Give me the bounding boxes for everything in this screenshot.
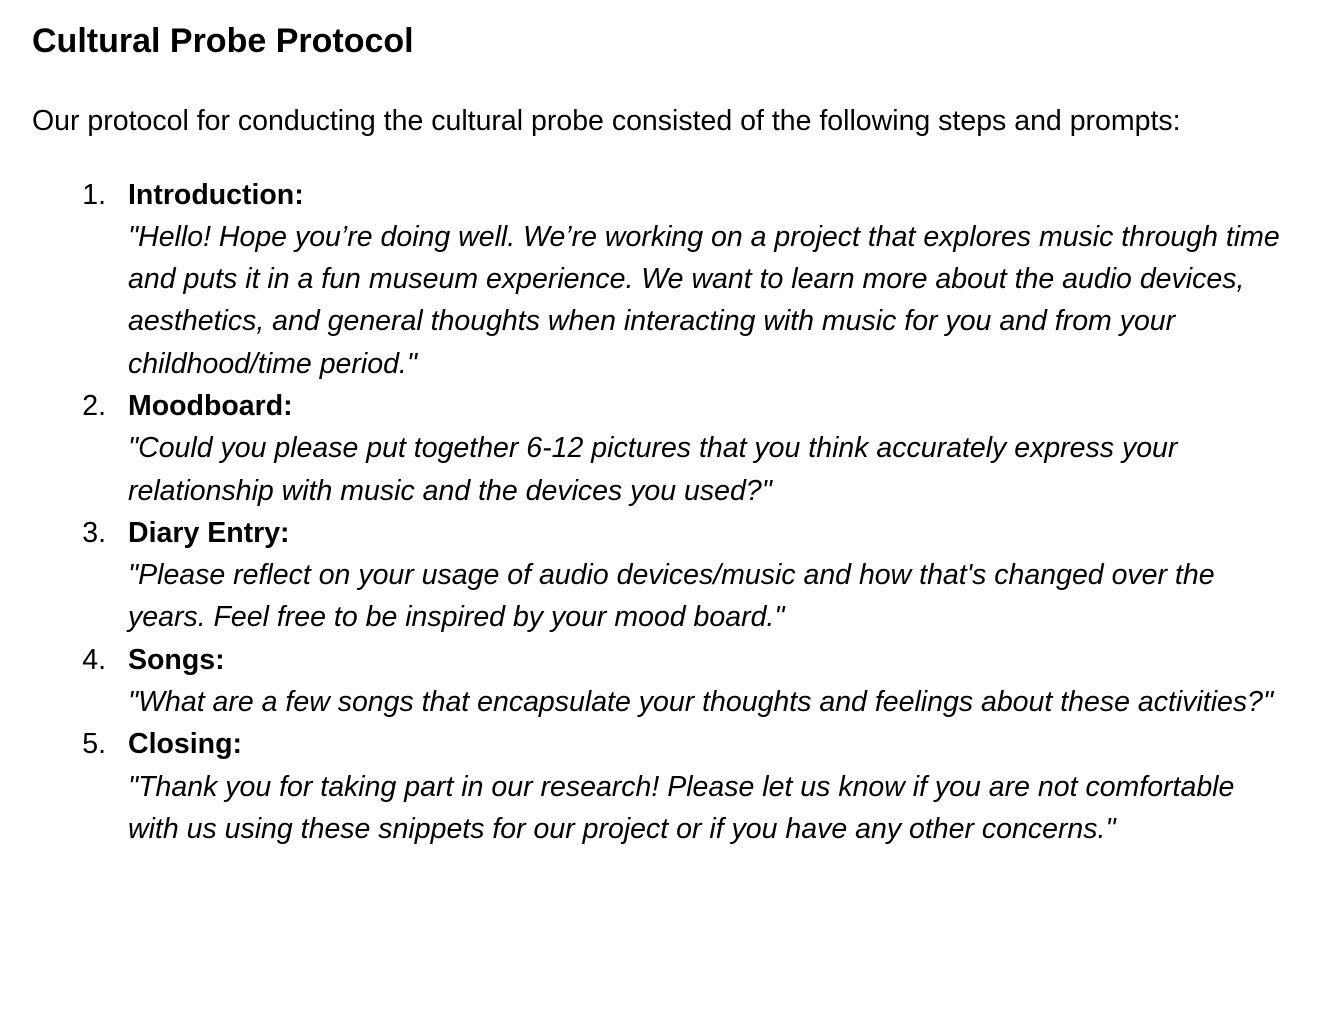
step-label: Closing:: [128, 728, 242, 761]
step-label: Songs:: [128, 643, 225, 676]
list-item-closing: [32, 723, 1292, 850]
step-prompt: "Thank you for taking part in our research! Please let us know if you are not comfortable with us using these snippets for our project or if you have any other concerns.": [128, 770, 1235, 845]
step-label: Moodboard:: [128, 389, 293, 422]
step-prompt: "What are a few songs that encapsulate your thoughts and feelings about these activities?": [128, 686, 1274, 719]
step-label: Diary Entry:: [128, 516, 290, 549]
list-item-number: 5.: [82, 728, 106, 761]
step-prompt: "Could you please put together 6-12 pictures that you think accurately express your relationship with music and the devices you used?": [128, 432, 1178, 507]
step-label: Introduction:: [128, 178, 304, 211]
list-item-number: 1.: [82, 178, 106, 211]
list-item-songs: [32, 639, 1292, 724]
document: [32, 18, 1292, 850]
step-prompt: "Please reflect on your usage of audio devices/music and how that's changed over the years. Feel free to be inspired by your mood board.": [128, 559, 1215, 634]
intro-paragraph: Our protocol for conducting the cultural probe consisted of the following steps and prompts:: [32, 105, 1181, 137]
page-title: Cultural Probe Protocol: [32, 22, 414, 60]
list-item-number: 3.: [82, 516, 106, 549]
list-item-moodboard: [32, 385, 1292, 512]
list-item-introduction: [32, 174, 1292, 385]
list-item-number: 2.: [82, 389, 106, 422]
list-item-number: 4.: [82, 643, 106, 676]
protocol-steps-list: [32, 174, 1292, 851]
list-item-diary-entry: [32, 512, 1292, 639]
step-prompt: "Hello! Hope you’re doing well. We’re working on a project that explores music through time and puts it in a fun museum experience. We want to learn more about the audio devices, aesthetics, and general thoughts when interacting with music for you and from your childhood/time period.": [128, 220, 1280, 380]
